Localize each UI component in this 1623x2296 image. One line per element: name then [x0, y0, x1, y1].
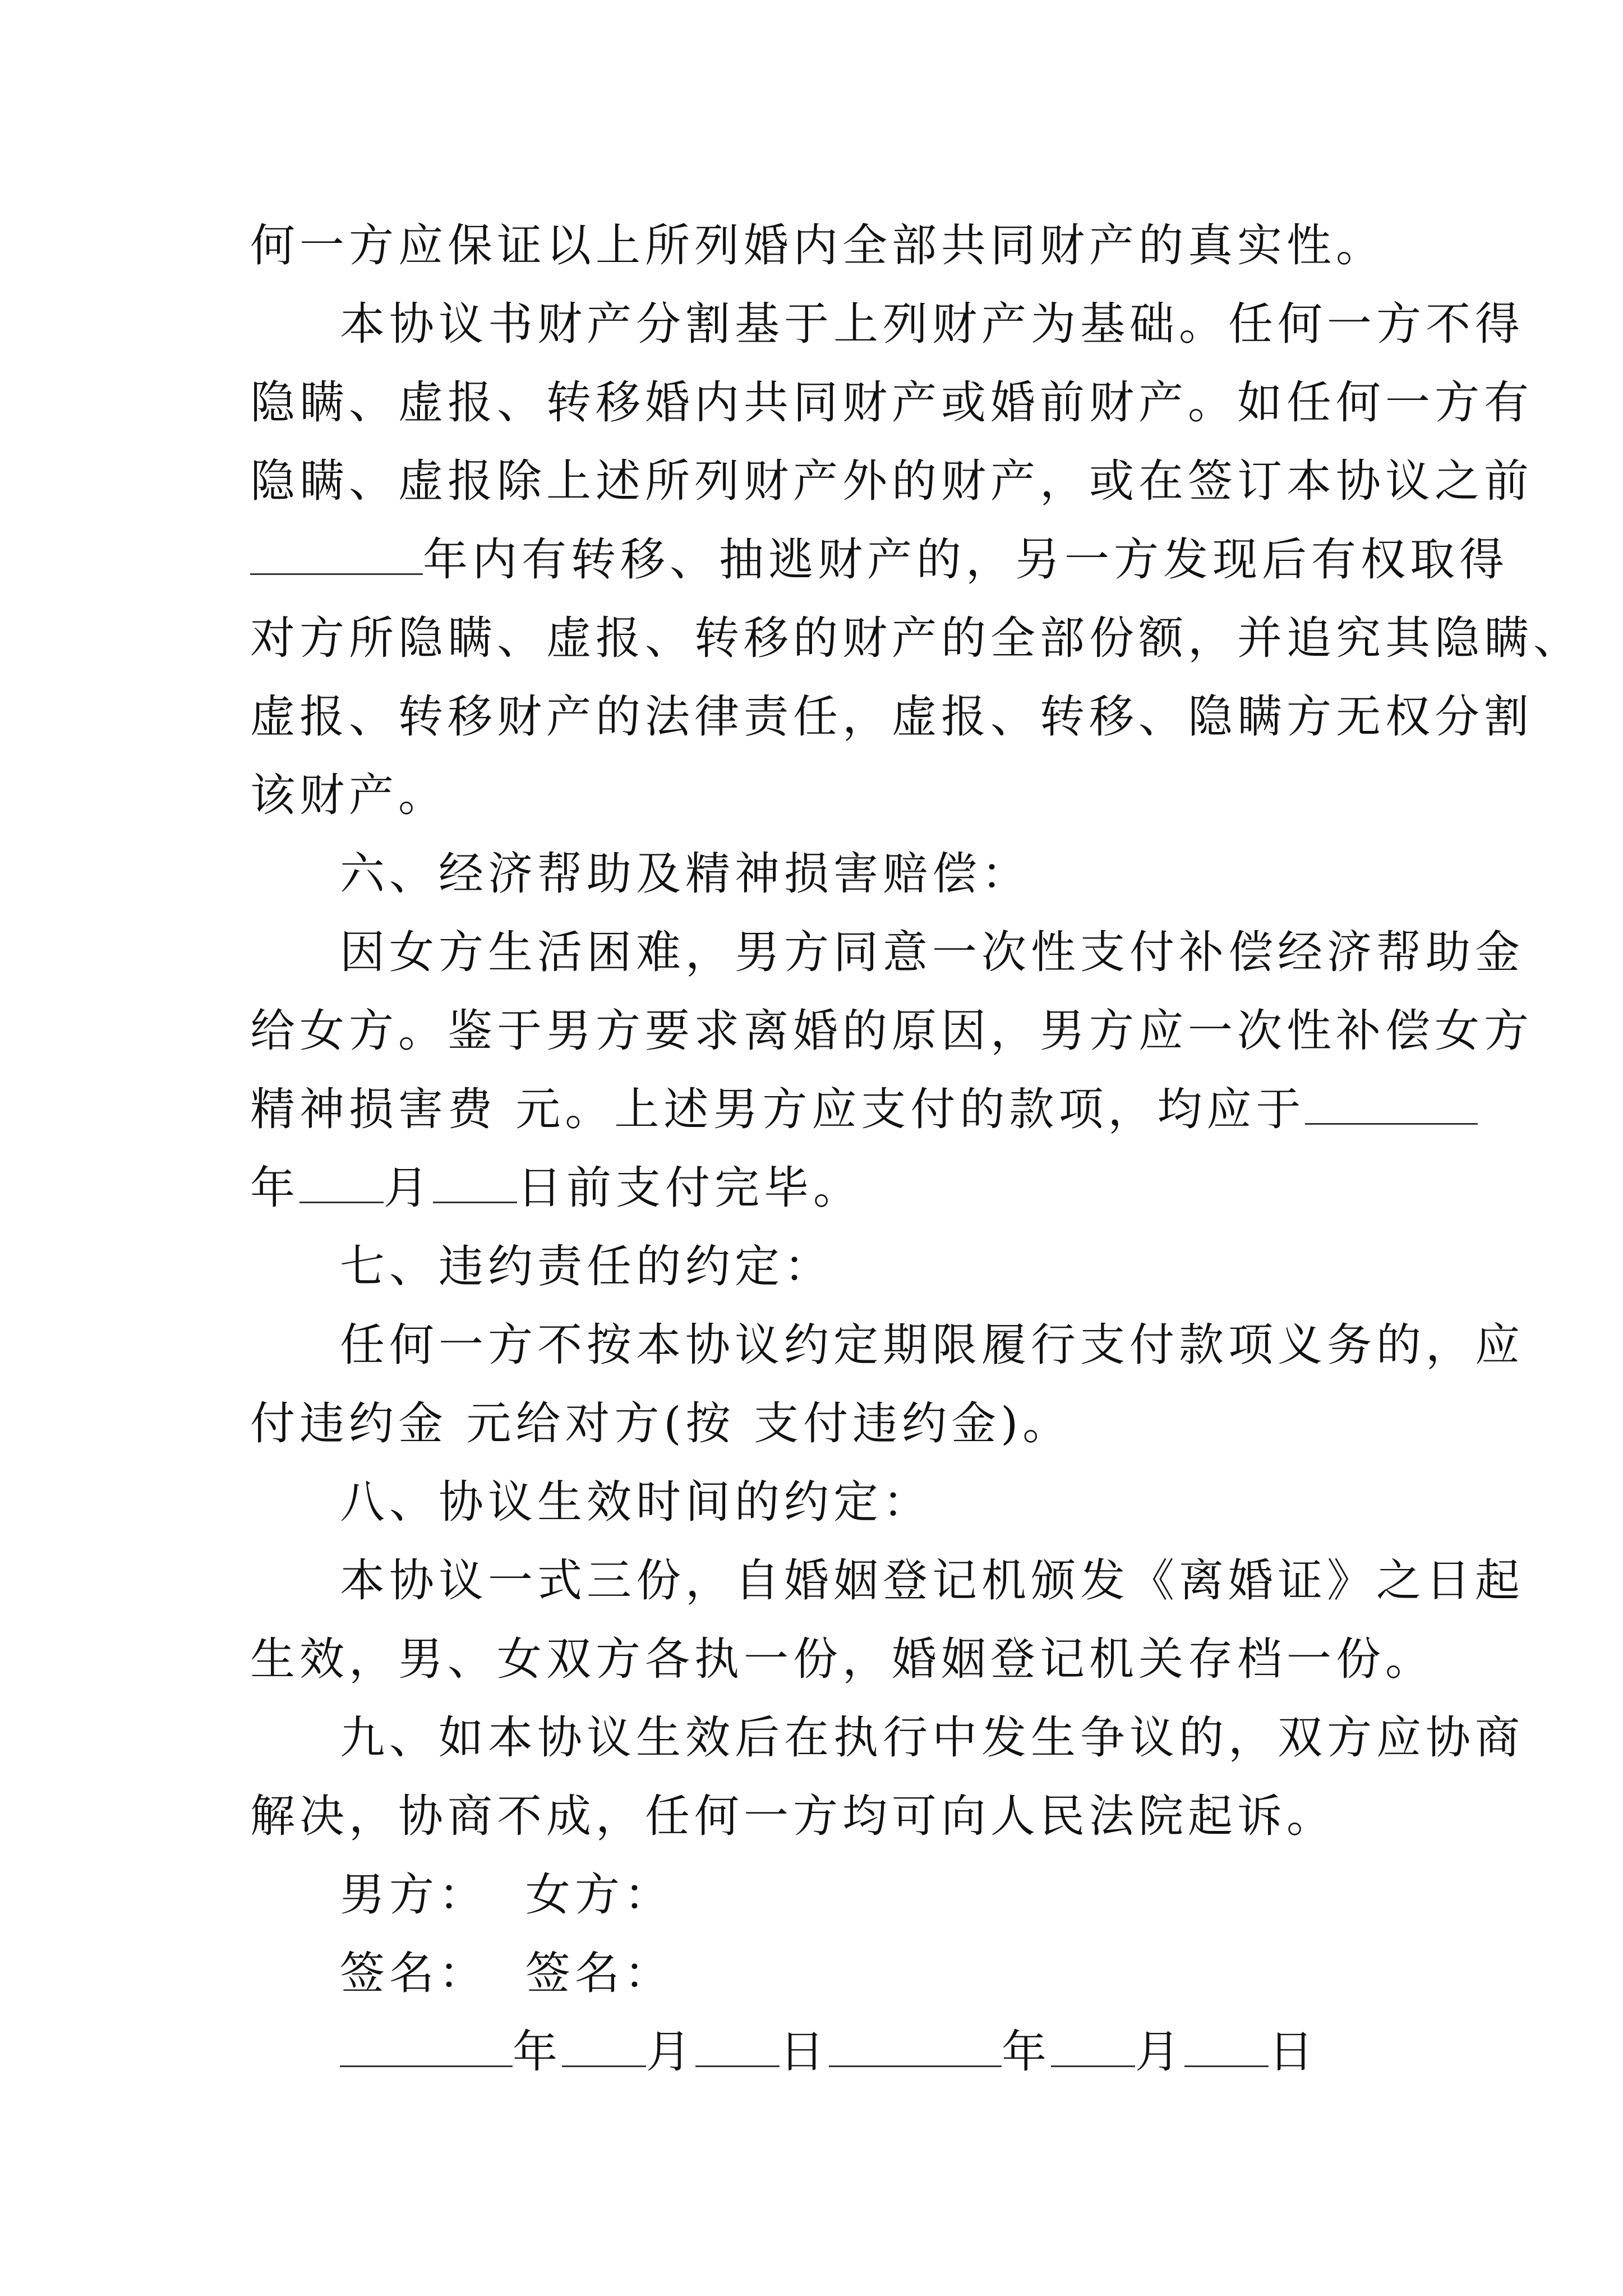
- paragraph-line: 任何一方不按本协议约定期限履行支付款项义务的，应: [340, 1319, 1524, 1371]
- paragraph-line: 本协议一式三份，自婚姻登记机颁发《离婚证》之日起: [340, 1554, 1524, 1607]
- section-heading: 六、经济帮助及精神损害赔偿：: [340, 848, 1031, 900]
- paragraph-line: 解决，协商不成，任何一方均可向人民法院起诉。: [250, 1790, 1336, 1842]
- date-line: [340, 2013, 1318, 2091]
- paragraph-line: [250, 1149, 863, 1227]
- fill-in-blank[interactable]: [1184, 2022, 1269, 2067]
- day-label: 日: [780, 2026, 829, 2078]
- paragraph-line: 隐瞒、虚报、转移婚内共同财产或婚前财产。如任何一方有: [250, 376, 1533, 429]
- paragraph-text: 日前支付完毕。: [517, 1162, 863, 1214]
- fill-in-blank[interactable]: [433, 1158, 517, 1203]
- month-label: 月: [1135, 2026, 1184, 2078]
- paragraph-line: 隐瞒、虚报除上述所列财产外的财产，或在签订本协议之前: [250, 455, 1533, 507]
- fill-in-blank[interactable]: [562, 2022, 646, 2067]
- paragraph-line: 给女方。鉴于男方要求离婚的原因，男方应一次性补偿女方: [250, 1005, 1533, 1057]
- fill-in-blank[interactable]: [1305, 1079, 1478, 1125]
- paragraph-line: 对方所隐瞒、虚报、转移的财产的全部份额，并追究其隐瞒、: [250, 612, 1583, 664]
- fill-in-blank[interactable]: [829, 2022, 1002, 2067]
- paragraph-line: 因女方生活困难，男方同意一次性支付补偿经济帮助金: [340, 926, 1524, 978]
- fill-in-blank[interactable]: [340, 2022, 513, 2067]
- year-label: 年: [1002, 2026, 1051, 2078]
- section-heading: 七、违约责任的约定：: [340, 1240, 833, 1292]
- paragraph-line: [250, 521, 1509, 599]
- paragraph-line: 该财产。: [250, 769, 448, 821]
- month-label: 月: [384, 1162, 433, 1214]
- paragraph-line: 付违约金 元给对方(按 支付违约金)。: [250, 1397, 1072, 1450]
- month-label: 月: [646, 2026, 695, 2078]
- paragraph-text: 精神损害费 元。上述男方应支付的款项，均应于: [250, 1083, 1306, 1135]
- paragraph-text: 年内有转移、抽逃财产的，另一方发现后有权取得: [423, 533, 1509, 586]
- paragraph-line: 何一方应保证以上所列婚内全部共同财产的真实性。: [250, 219, 1385, 272]
- section-heading: 八、协议生效时间的约定：: [340, 1476, 932, 1528]
- fill-in-blank[interactable]: [299, 1158, 384, 1203]
- party-labels: 男方： 女方：: [340, 1869, 674, 1921]
- fill-in-blank[interactable]: [1051, 2022, 1135, 2067]
- day-label: 日: [1269, 2026, 1318, 2078]
- signature-labels: 签名： 签名：: [340, 1947, 674, 1999]
- year-label: 年: [250, 1162, 299, 1214]
- fill-in-blank[interactable]: [695, 2022, 780, 2067]
- section-heading: 九、如本协议生效后在执行中发生争议的，双方应协商: [340, 1711, 1524, 1764]
- paragraph-line: 本协议书财产分割基于上列财产为基础。任何一方不得: [340, 298, 1524, 350]
- fill-in-blank[interactable]: [250, 530, 423, 575]
- paragraph-line: [250, 1070, 1478, 1149]
- paragraph-line: 生效，男、女双方各执一份，婚姻登记机关存档一份。: [250, 1633, 1435, 1685]
- year-label: 年: [513, 2026, 562, 2078]
- paragraph-line: 虚报、转移财产的法律责任，虚报、转移、隐瞒方无权分割: [250, 691, 1533, 743]
